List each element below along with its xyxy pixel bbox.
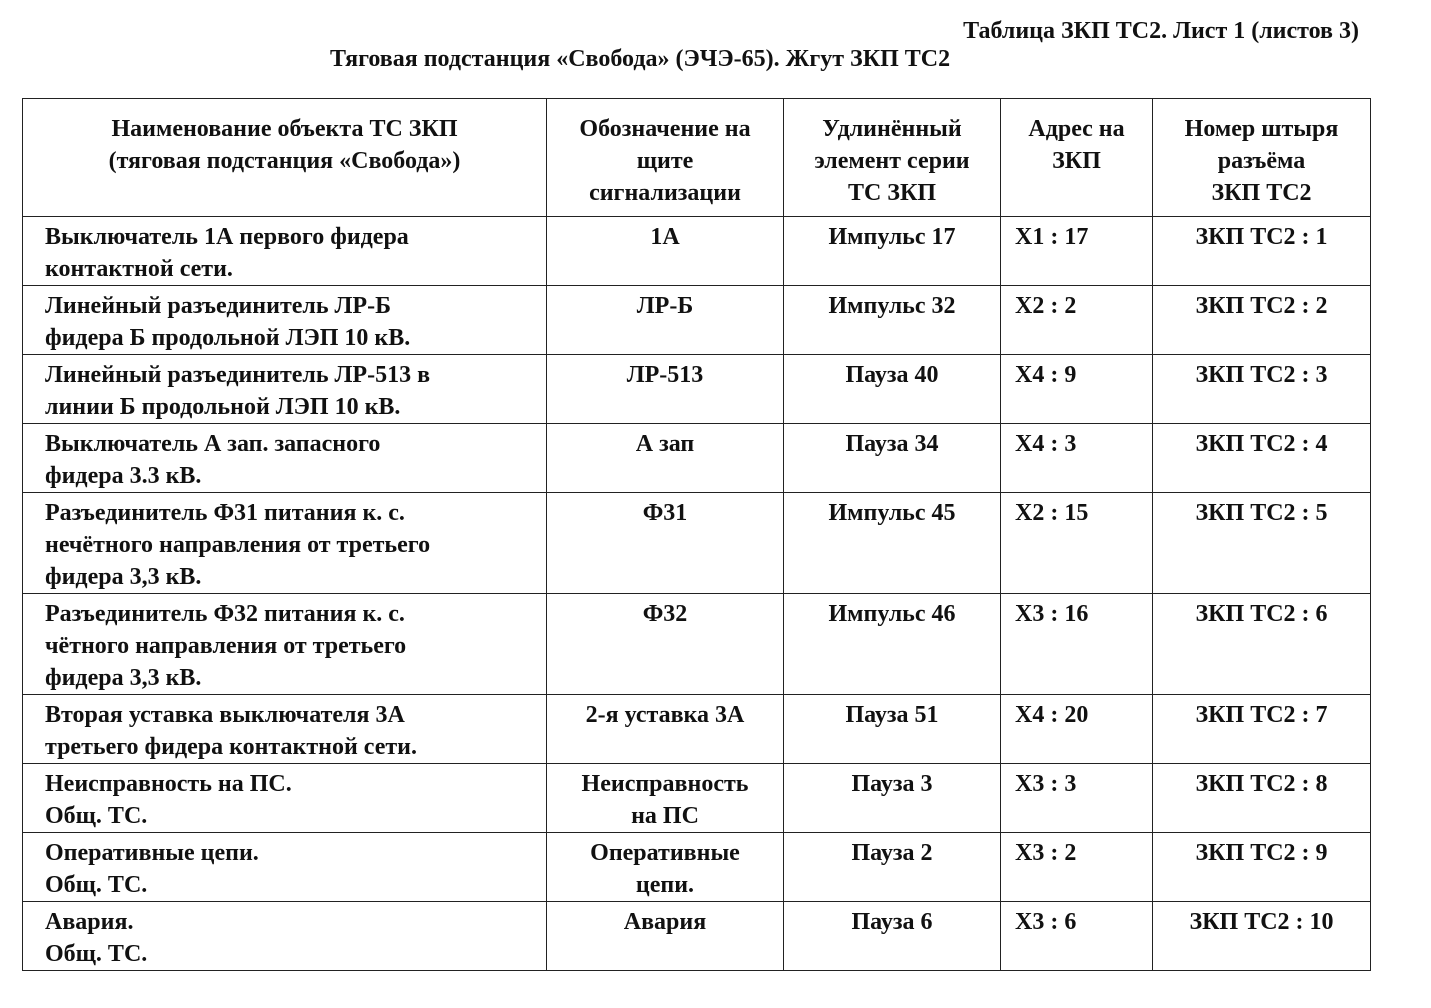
- cell-address: Х2 : 2: [1001, 286, 1153, 355]
- column-header-address: Адрес на ЗКП: [1001, 99, 1153, 217]
- cell-designation: А зап: [547, 424, 784, 493]
- table-row: [23, 902, 1371, 971]
- column-header-element: Удлинённый элемент серии ТС ЗКП: [784, 99, 1001, 217]
- cell-name: Вторая уставка выключателя 3А третьего фидера контактной сети.: [23, 695, 547, 764]
- table-header-row: [23, 99, 1371, 217]
- column-header-designation: Обозначение на щите сигнализации: [547, 99, 784, 217]
- cell-name: Неисправность на ПС. Общ. ТС.: [23, 764, 547, 833]
- cell-name: Выключатель 1А первого фидера контактной сети.: [23, 217, 547, 286]
- cell-name: Разъединитель Ф32 питания к. с. чётного направления от третьего фидера 3,3 кВ.: [23, 594, 547, 695]
- column-header-name: Наименование объекта ТС ЗКП (тяговая подстанция «Свобода»): [23, 99, 547, 217]
- table-row: [23, 695, 1371, 764]
- cell-element: Импульс 32: [784, 286, 1001, 355]
- cell-name: Выключатель А зап. запасного фидера 3.3 кВ.: [23, 424, 547, 493]
- cell-address: Х3 : 2: [1001, 833, 1153, 902]
- cell-element: Импульс 17: [784, 217, 1001, 286]
- cell-designation: Ф31: [547, 493, 784, 594]
- table-row: [23, 355, 1371, 424]
- cell-designation: Авария: [547, 902, 784, 971]
- cell-element: Пауза 2: [784, 833, 1001, 902]
- cell-designation: Оперативные цепи.: [547, 833, 784, 902]
- table-row: [23, 217, 1371, 286]
- table-row: [23, 493, 1371, 594]
- cell-element: Импульс 46: [784, 594, 1001, 695]
- cell-address: Х1 : 17: [1001, 217, 1153, 286]
- cell-address: Х3 : 3: [1001, 764, 1153, 833]
- cell-pin: ЗКП ТС2 : 6: [1153, 594, 1371, 695]
- cell-pin: ЗКП ТС2 : 2: [1153, 286, 1371, 355]
- table-row: [23, 594, 1371, 695]
- cell-element: Импульс 45: [784, 493, 1001, 594]
- cell-designation: Неисправность на ПС: [547, 764, 784, 833]
- cell-element: Пауза 34: [784, 424, 1001, 493]
- cell-pin: ЗКП ТС2 : 4: [1153, 424, 1371, 493]
- signal-table: [22, 98, 1371, 971]
- document-title: Тяговая подстанция «Свобода» (ЭЧЭ-65). Жгут ЗКП ТС2: [330, 46, 951, 72]
- cell-name: Авария. Общ. ТС.: [23, 902, 547, 971]
- cell-name: Линейный разъединитель ЛР-513 в линии Б продольной ЛЭП 10 кВ.: [23, 355, 547, 424]
- cell-address: Х3 : 16: [1001, 594, 1153, 695]
- cell-pin: ЗКП ТС2 : 1: [1153, 217, 1371, 286]
- cell-element: Пауза 3: [784, 764, 1001, 833]
- cell-name: Разъединитель Ф31 питания к. с. нечётного направления от третьего фидера 3,3 кВ.: [23, 493, 547, 594]
- table-row: [23, 764, 1371, 833]
- cell-designation: 2-я уставка 3А: [547, 695, 784, 764]
- cell-pin: ЗКП ТС2 : 5: [1153, 493, 1371, 594]
- cell-name: Линейный разъединитель ЛР-Б фидера Б продольной ЛЭП 10 кВ.: [23, 286, 547, 355]
- cell-pin: ЗКП ТС2 : 10: [1153, 902, 1371, 971]
- cell-element: Пауза 40: [784, 355, 1001, 424]
- cell-designation: ЛР-Б: [547, 286, 784, 355]
- cell-pin: ЗКП ТС2 : 7: [1153, 695, 1371, 764]
- cell-pin: ЗКП ТС2 : 9: [1153, 833, 1371, 902]
- table-row: [23, 424, 1371, 493]
- cell-element: Пауза 6: [784, 902, 1001, 971]
- table-row: [23, 286, 1371, 355]
- cell-element: Пауза 51: [784, 695, 1001, 764]
- cell-address: Х4 : 20: [1001, 695, 1153, 764]
- cell-pin: ЗКП ТС2 : 3: [1153, 355, 1371, 424]
- sheet-label: Таблица ЗКП ТС2. Лист 1 (листов 3): [963, 18, 1359, 44]
- cell-address: Х3 : 6: [1001, 902, 1153, 971]
- cell-pin: ЗКП ТС2 : 8: [1153, 764, 1371, 833]
- cell-designation: ЛР-513: [547, 355, 784, 424]
- cell-designation: Ф32: [547, 594, 784, 695]
- cell-name: Оперативные цепи. Общ. ТС.: [23, 833, 547, 902]
- cell-designation: 1А: [547, 217, 784, 286]
- column-header-pin: Номер штыря разъёма ЗКП ТС2: [1153, 99, 1371, 217]
- cell-address: Х4 : 9: [1001, 355, 1153, 424]
- cell-address: Х4 : 3: [1001, 424, 1153, 493]
- cell-address: Х2 : 15: [1001, 493, 1153, 594]
- table-row: [23, 833, 1371, 902]
